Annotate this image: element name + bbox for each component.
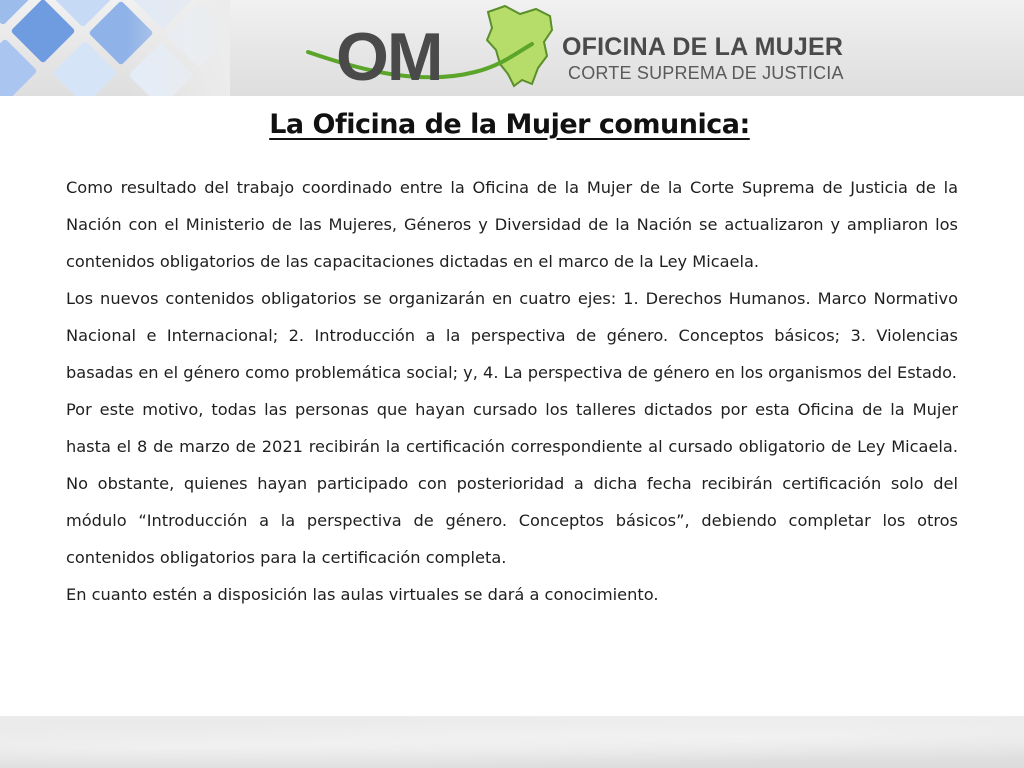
office-logo [300, 0, 860, 96]
paragraph-1: Como resultado del trabajo coordinado entre la Oficina de la Mujer de la Corte Suprema de Justicia de la Nación con el Ministerio de las Mujeres, Géneros y Diversidad de la Nación se actualizaron y ampliaron los contenidos obligatorios de las capacitaciones dictadas en el marco de la Ley Micaela. [66, 178, 958, 271]
footer-band [0, 716, 1024, 768]
document-title: La Oficina de la Mujer comunica: [269, 109, 750, 140]
decorative-tiles [0, 0, 230, 96]
paragraph-4: En cuanto estén a disposición las aulas virtuales se dará a conocimiento. [66, 585, 659, 604]
map-icon [487, 6, 552, 86]
document-body [66, 169, 958, 613]
header-banner [0, 0, 1024, 96]
logo-letters-art: OM [336, 19, 442, 95]
paragraph-2: Los nuevos contenidos obligatorios se organizarán en cuatro ejes: 1. Derechos Humanos. Marco Normativo Nacional e Internacional; 2. Introducción a la perspectiva de género. Conceptos básicos; 3. Violencias basadas en el género como problemática social; y, 4. La perspectiva de género en los organismos del Estado. [66, 289, 958, 382]
logo-title: OFICINA DE LA MUJER [562, 33, 844, 61]
paragraph-3: Por este motivo, todas las personas que hayan cursado los talleres dictados por esta Oficina de la Mujer hasta el 8 de marzo de 2021 recibirán la certificación correspondiente al cursado obligatorio de Ley Micaela. No obstante, quienes hayan participado con posterioridad a dicha fecha recibirán certificación solo del módulo “Introducción a la perspectiva de género. Conceptos básicos”, debiendo completar los otros contenidos obligatorios para la certificación completa. [66, 400, 958, 567]
logo-subtitle: CORTE SUPREMA DE JUSTICIA [568, 63, 844, 83]
